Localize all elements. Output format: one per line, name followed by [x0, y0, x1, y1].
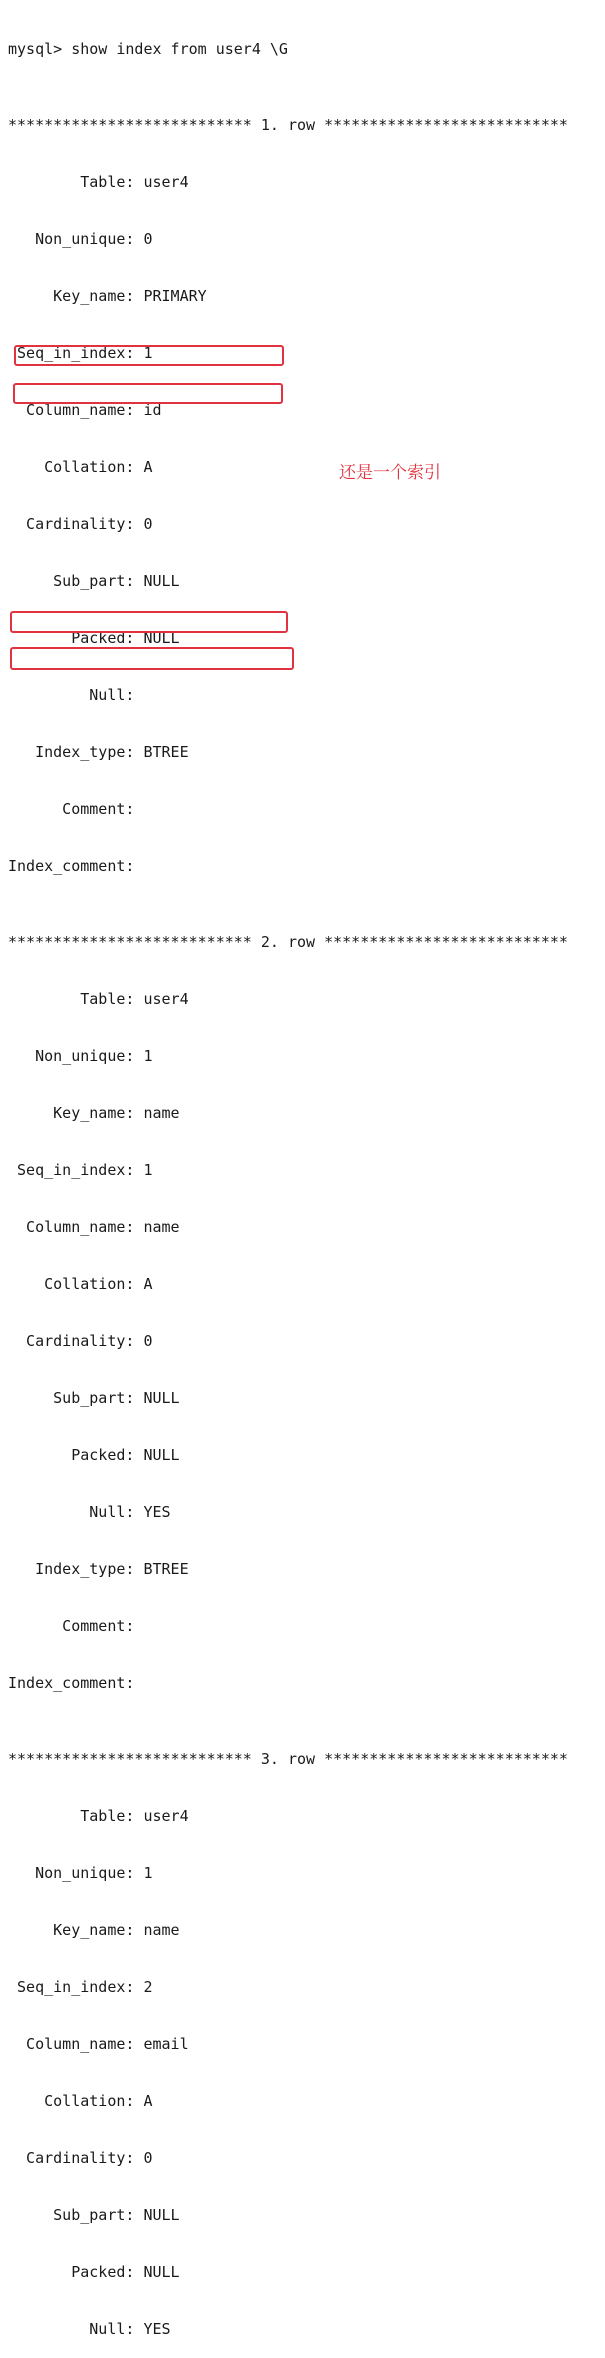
field-value: A: [134, 458, 153, 476]
field-non-unique: [8, 230, 568, 249]
field-column-name: [8, 1218, 568, 1237]
field-label: Seq_in_index:: [8, 1161, 135, 1179]
field-label: Null:: [8, 1503, 135, 1521]
field-table: [8, 173, 568, 192]
field-collation: [8, 1275, 568, 1294]
field-packed: [8, 1446, 568, 1465]
field-value: NULL: [134, 1389, 180, 1407]
field-cardinality: [8, 515, 568, 534]
field-index-comment: [8, 857, 568, 876]
field-null: [8, 2320, 568, 2339]
field-label: Index_type:: [8, 743, 135, 761]
field-key-name: [8, 1104, 568, 1123]
field-non-unique: [8, 1864, 568, 1883]
field-label: Cardinality:: [8, 1332, 135, 1350]
field-null: [8, 1503, 568, 1522]
highlight-key-name-row3: [10, 611, 288, 633]
field-label: Table:: [8, 173, 135, 191]
field-value: A: [134, 2092, 153, 2110]
field-label: Index_type:: [8, 1560, 135, 1578]
field-label: Non_unique:: [8, 230, 135, 248]
field-value: 1: [134, 1047, 153, 1065]
field-value: name: [134, 1104, 180, 1122]
field-value: 0: [134, 2149, 153, 2167]
field-label: Null:: [8, 686, 135, 704]
field-value: name: [134, 1218, 180, 1236]
field-label: Key_name:: [8, 1104, 135, 1122]
row-separator: *************************** 2. row ***************************: [8, 933, 568, 951]
field-label: Seq_in_index:: [8, 344, 135, 362]
highlight-key-name-row2: [14, 345, 284, 366]
field-seq-in-index: [8, 1978, 568, 1997]
field-value: user4: [134, 1807, 189, 1825]
field-key-name: [8, 1921, 568, 1940]
field-non-unique: [8, 1047, 568, 1066]
field-value: id: [134, 401, 162, 419]
field-value: NULL: [134, 1446, 180, 1464]
field-value: 0: [134, 515, 153, 533]
field-label: Sub_part:: [8, 2206, 135, 2224]
field-comment: [8, 1617, 568, 1636]
field-sub-part: [8, 572, 568, 591]
field-label: Comment:: [8, 1617, 135, 1635]
highlight-column-name-row3: [10, 647, 294, 670]
field-label: Collation:: [8, 1275, 135, 1293]
row-separator: *************************** 3. row ***************************: [8, 1750, 568, 1768]
field-value: email: [134, 2035, 189, 2053]
field-value: BTREE: [134, 1560, 189, 1578]
field-label: Cardinality:: [8, 515, 135, 533]
field-label: Sub_part:: [8, 572, 135, 590]
field-label: Null:: [8, 2320, 135, 2338]
field-collation: [8, 2092, 568, 2111]
field-key-name: [8, 287, 568, 306]
field-index-type: [8, 1560, 568, 1579]
field-label: Packed:: [8, 2263, 135, 2281]
field-value: 0: [134, 230, 153, 248]
field-table: [8, 990, 568, 1009]
field-index-type: [8, 743, 568, 762]
field-label: Column_name:: [8, 1218, 135, 1236]
field-column-name: [8, 2035, 568, 2054]
field-label: Sub_part:: [8, 1389, 135, 1407]
field-value: YES: [134, 2320, 171, 2338]
field-label: Comment:: [8, 800, 135, 818]
field-sub-part: [8, 1389, 568, 1408]
field-label: Collation:: [8, 458, 135, 476]
field-sub-part: [8, 2206, 568, 2225]
field-label: Cardinality:: [8, 2149, 135, 2167]
field-value: NULL: [134, 629, 180, 647]
field-label: Packed:: [8, 629, 135, 647]
field-label: Table:: [8, 990, 135, 1008]
field-label: Index_comment:: [8, 1674, 135, 1692]
field-value: user4: [134, 173, 189, 191]
field-seq-in-index: [8, 1161, 568, 1180]
field-value: BTREE: [134, 743, 189, 761]
field-null: [8, 686, 568, 705]
field-label: Packed:: [8, 1446, 135, 1464]
field-value: NULL: [134, 2263, 180, 2281]
field-label: Column_name:: [8, 401, 135, 419]
field-value: 2: [134, 1978, 153, 1996]
field-label: Collation:: [8, 2092, 135, 2110]
field-value: NULL: [134, 572, 180, 590]
command-line: mysql> show index from user4 \G: [8, 40, 288, 58]
field-value: 1: [134, 1864, 153, 1882]
row-separator: *************************** 1. row ***************************: [8, 116, 568, 134]
field-value: PRIMARY: [134, 287, 207, 305]
field-cardinality: [8, 2149, 568, 2168]
field-index-comment: [8, 1674, 568, 1693]
field-label: Key_name:: [8, 1921, 135, 1939]
field-label: Non_unique:: [8, 1047, 135, 1065]
field-value: 0: [134, 1332, 153, 1350]
field-table: [8, 1807, 568, 1826]
field-label: Key_name:: [8, 287, 135, 305]
field-value: YES: [134, 1503, 171, 1521]
field-label: Non_unique:: [8, 1864, 135, 1882]
field-packed: [8, 2263, 568, 2282]
field-collation: [8, 458, 568, 477]
field-value: user4: [134, 990, 189, 1008]
field-label: Index_comment:: [8, 857, 135, 875]
field-label: Table:: [8, 1807, 135, 1825]
highlight-column-name-row2: [13, 383, 283, 404]
field-value: A: [134, 1275, 153, 1293]
annotation-note: 还是一个索引: [339, 463, 441, 483]
field-comment: [8, 800, 568, 819]
field-label: Column_name:: [8, 2035, 135, 2053]
field-label: Seq_in_index:: [8, 1978, 135, 1996]
field-value: 1: [134, 344, 153, 362]
field-value: name: [134, 1921, 180, 1939]
field-value: 1: [134, 1161, 153, 1179]
field-cardinality: [8, 1332, 568, 1351]
field-value: NULL: [134, 2206, 180, 2224]
